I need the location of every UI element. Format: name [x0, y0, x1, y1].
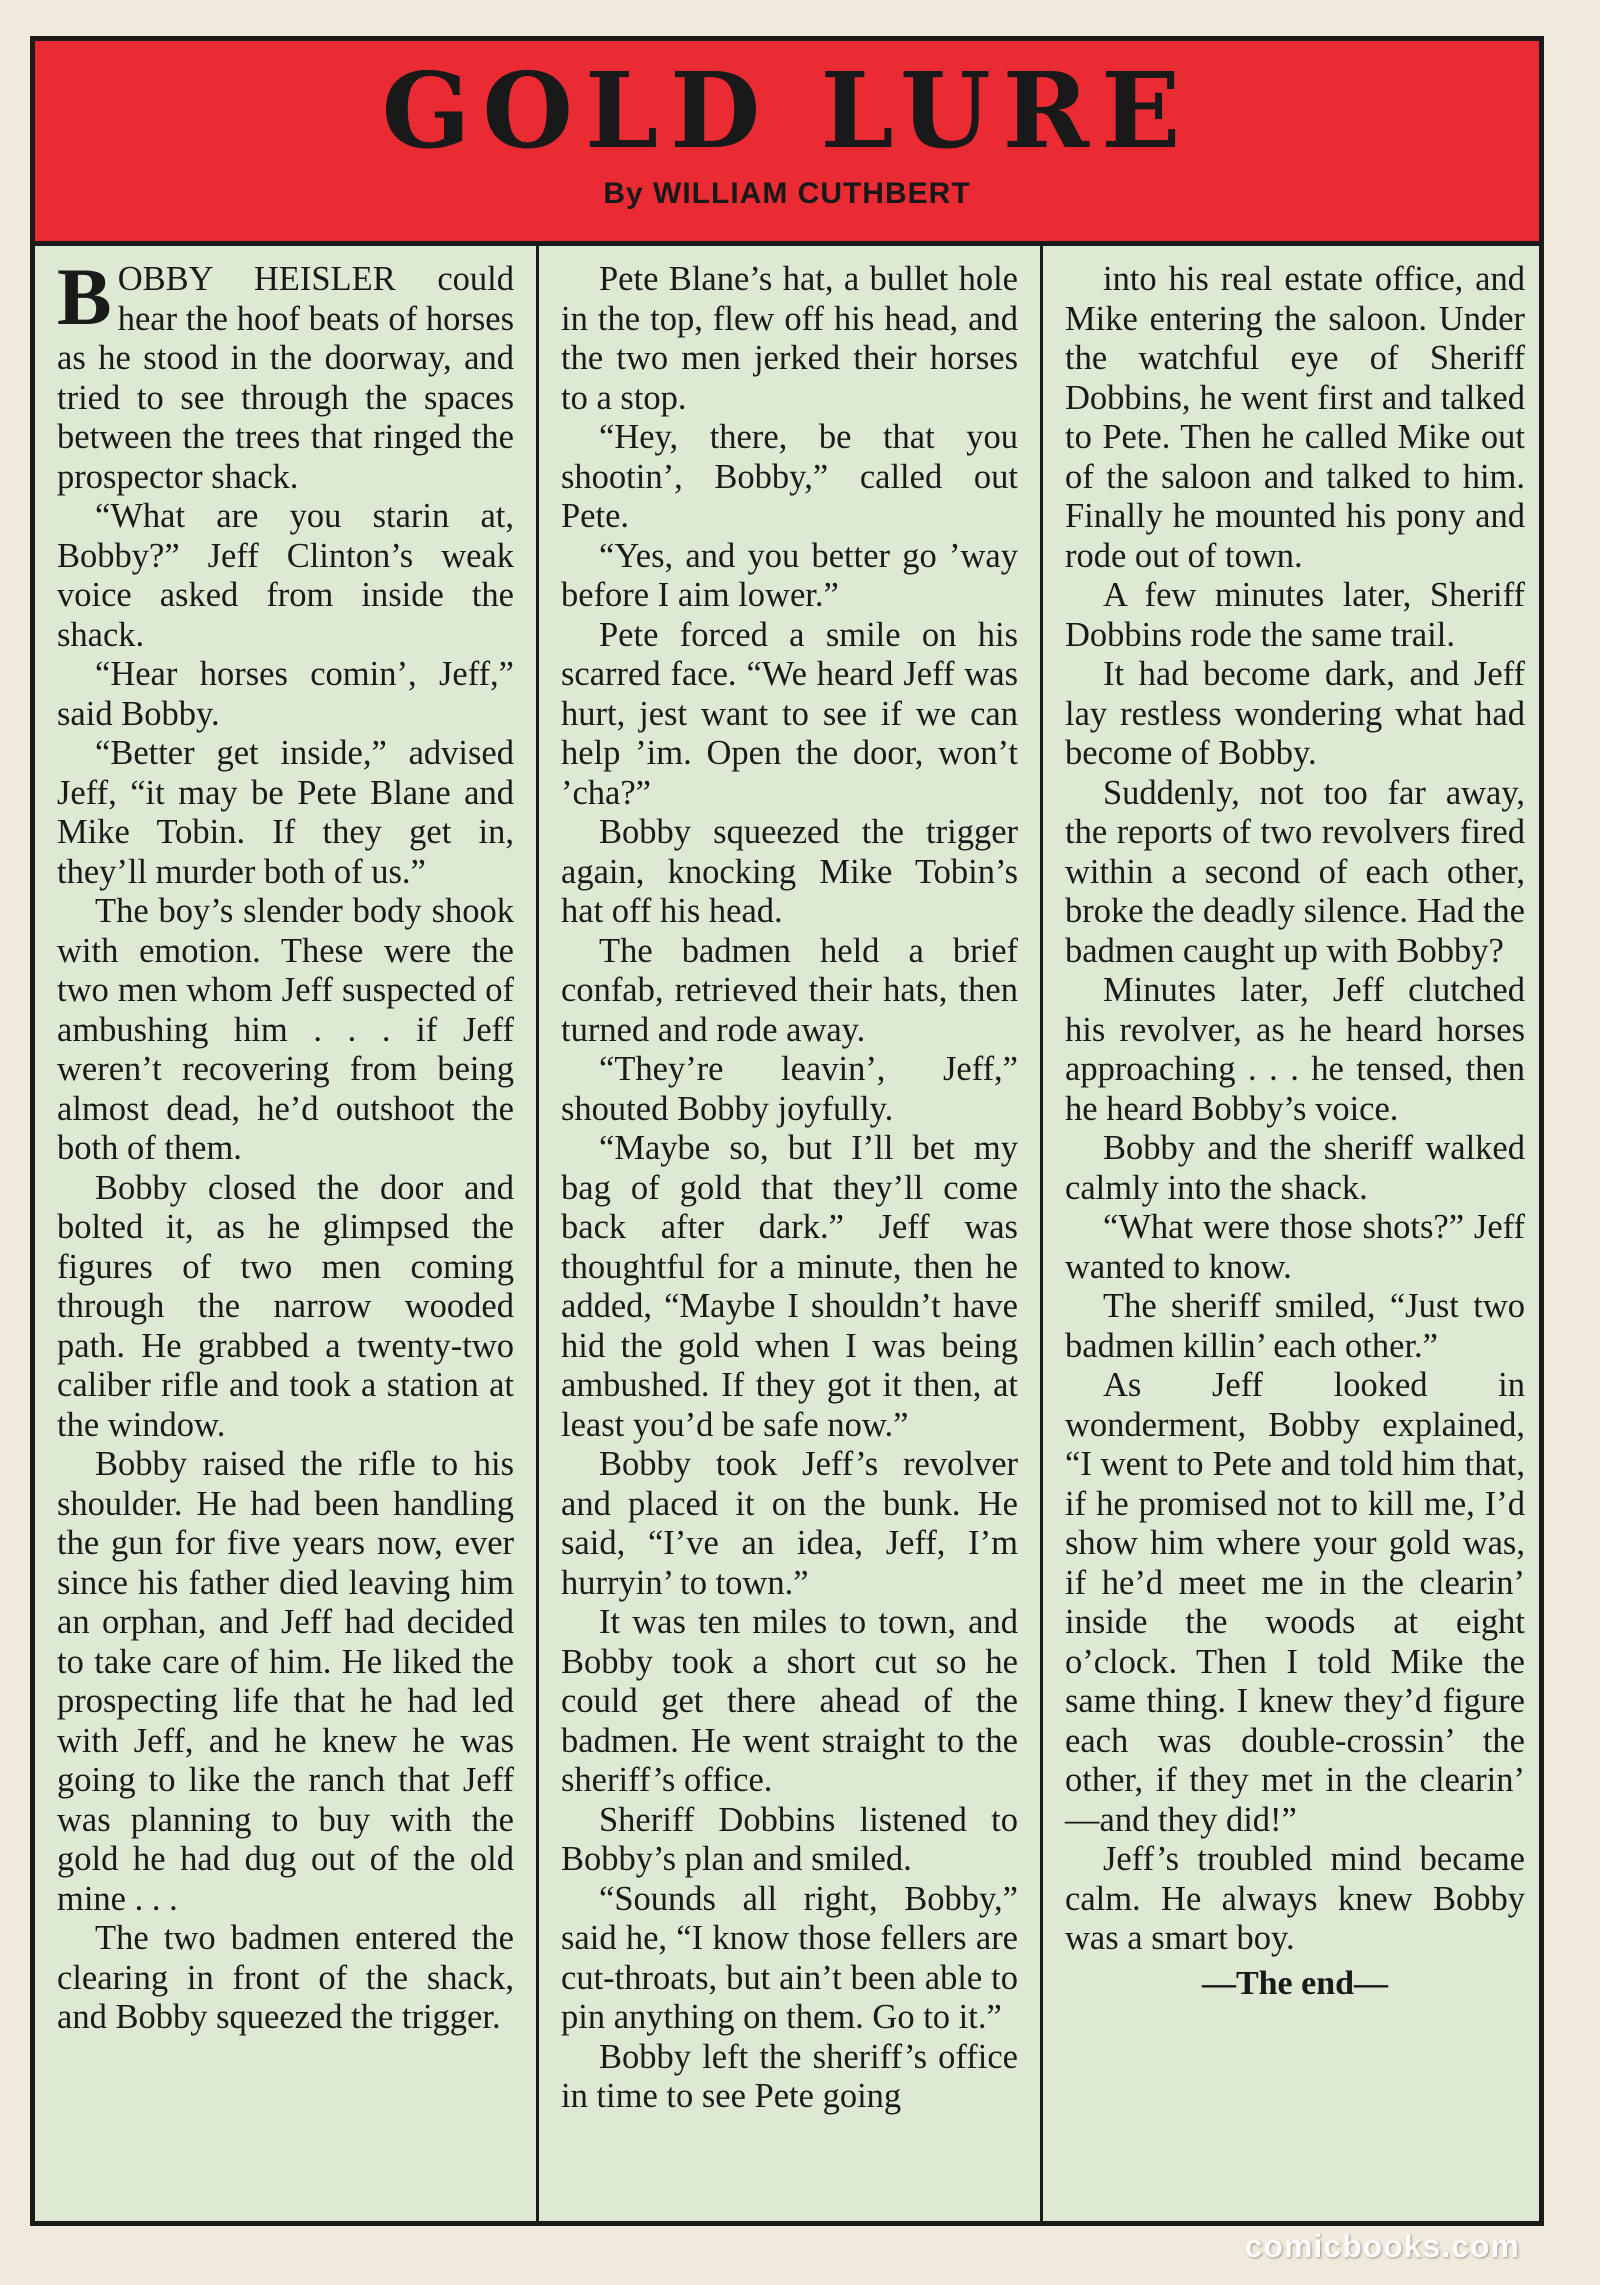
- paragraph: The badmen held a brief confab, retrieved their hats, then turned and rode away.: [561, 931, 1018, 1049]
- paragraph: Bobby squeezed the trigger again, knocking Mike Tobin’s hat off his head.: [561, 813, 1018, 930]
- author-byline: By WILLIAM CUTHBERT: [603, 177, 971, 210]
- paragraph: Bobby closed the door and bolted it, as he glimpsed the figures of two men coming through the narrow wooded path. He grabbed a twenty-two caliber rifle and took a station at the window.: [57, 1168, 514, 1444]
- lead-in: OBBY HEISLER: [117, 260, 396, 298]
- paragraph: “Yes, and you better go ’way before I aim lower.”: [561, 536, 1018, 614]
- story-title: GOLD LURE: [381, 49, 1193, 172]
- column-3: [1043, 246, 1544, 2221]
- opening-paragraph: [57, 251, 514, 497]
- paragraph: Sheriff Dobbins listened to Bobby’s plan and smiled.: [561, 1800, 1018, 1878]
- paragraph: Pete forced a smile on his scarred face. “We heard Jeff was hurt, jest want to see if we can help ’im. Open the door, won’t ’cha?”: [561, 615, 1018, 812]
- paragraph: “What are you starin at, Bobby?” Jeff Clinton’s weak voice asked from inside the shack.: [57, 497, 514, 654]
- paragraph: “Hey, there, be that you shootin’, Bobby,” called out Pete.: [561, 418, 1018, 535]
- paragraph: Bobby and the sheriff walked calmly into the shack.: [1065, 1129, 1525, 1207]
- site-watermark: comicbooks.com: [1244, 2228, 1520, 2264]
- paragraph: The two badmen entered the clearing in front of the shack, and Bobby squeezed the trigger.: [57, 1919, 514, 2036]
- paragraph: “They’re leavin’, Jeff,” shouted Bobby joyfully.: [561, 1050, 1018, 1128]
- the-end-marker: —The end—: [1201, 1964, 1389, 2002]
- opening-text: could hear the hoof beats of horses as he stood in the doorway, and tried to see through the spaces between the trees that ringed the prospector shack.: [57, 260, 514, 496]
- paragraph: “Sounds all right, Bobby,” said he, “I know those fellers are cut-throats, but ain’t been able to pin anything on them. Go to it.”: [561, 1879, 1018, 2036]
- paragraph: Pete Blane’s hat, a bullet hole in the top, flew off his head, and the two men jerked their horses to a stop.: [561, 260, 1018, 417]
- paragraph: Bobby took Jeff’s revolver and placed it on the bunk. He said, “I’ve an idea, Jeff, I’m hurryin’ to town.”: [561, 1445, 1018, 1602]
- paragraph: into his real estate office, and Mike entering the saloon. Under the watchful eye of Sheriff Dobbins, he went first and talked to Pete. Then he called Mike out of the saloon and talked to him. Finally he mounted his pony and rode out of town.: [1065, 260, 1525, 575]
- story-columns: [35, 246, 1539, 2221]
- title-banner: [35, 41, 1539, 246]
- drop-cap: B: [57, 251, 112, 342]
- paragraph: A few minutes later, Sheriff Dobbins rode the same trail.: [1065, 576, 1525, 654]
- paragraph: Bobby raised the rifle to his shoulder. He had been handling the gun for five years now, ever since his father died leaving him an orphan, and Jeff had decided to take care of him. He liked the prospecting life that he had led with Jeff, and he knew he was going to like the ranch that Jeff was planning to buy with the gold he had dug out of the old mine . . .: [57, 1445, 514, 1918]
- paragraph: “Hear horses comin’, Jeff,” said Bobby.: [57, 655, 514, 733]
- paragraph: The boy’s slender body shook with emotion. These were the two men whom Jeff suspected of ambushing him . . . if Jeff weren’t recovering from being almost dead, he’d outshoot the both of them.: [57, 892, 514, 1167]
- paragraph: Jeff’s troubled mind became calm. He always knew Bobby was a smart boy.: [1065, 1840, 1525, 1957]
- paragraph: The sheriff smiled, “Just two badmen killin’ each other.”: [1065, 1287, 1525, 1365]
- paragraph: “What were those shots?” Jeff wanted to know.: [1065, 1208, 1525, 1286]
- column-1: [35, 246, 539, 2221]
- paragraph: It was ten miles to town, and Bobby took a short cut so he could get there ahead of the badmen. He went straight to the sheriff’s office.: [561, 1603, 1018, 1799]
- paragraph: Bobby left the sheriff’s office in time to see Pete going: [561, 2037, 1018, 2115]
- page-frame: [30, 36, 1544, 2226]
- paragraph: As Jeff looked in wonderment, Bobby explained, “I went to Pete and told him that, if he promised not to kill me, I’d show him where your gold was, if he’d meet me in the clearin’ inside the woods at eight o’clock. Then I told Mike the same thing. I knew they’d figure each was double-crossin’ the other, if they met in the clearin’ —and they did!”: [1065, 1366, 1525, 1839]
- paragraph: “Maybe so, but I’ll bet my bag of gold that they’ll come back after dark.” Jeff was thoughtful for a minute, then he added, “Maybe I shouldn’t have hid the gold when I was being ambushed. If they got it then, at least you’d be safe now.”: [561, 1129, 1018, 1444]
- paragraph: Suddenly, not too far away, the reports of two revolvers fired within a second of each other, broke the deadly silence. Had the badmen caught up with Bobby?: [1065, 773, 1525, 970]
- paragraph: Minutes later, Jeff clutched his revolver, as he heard horses approaching . . . he tensed, then he heard Bobby’s voice.: [1065, 971, 1525, 1128]
- paragraph: It had become dark, and Jeff lay restless wondering what had become of Bobby.: [1065, 655, 1525, 772]
- paragraph: “Better get inside,” advised Jeff, “it may be Pete Blane and Mike Tobin. If they get in, they’ll murder both of us.”: [57, 734, 514, 891]
- column-2: [539, 246, 1043, 2221]
